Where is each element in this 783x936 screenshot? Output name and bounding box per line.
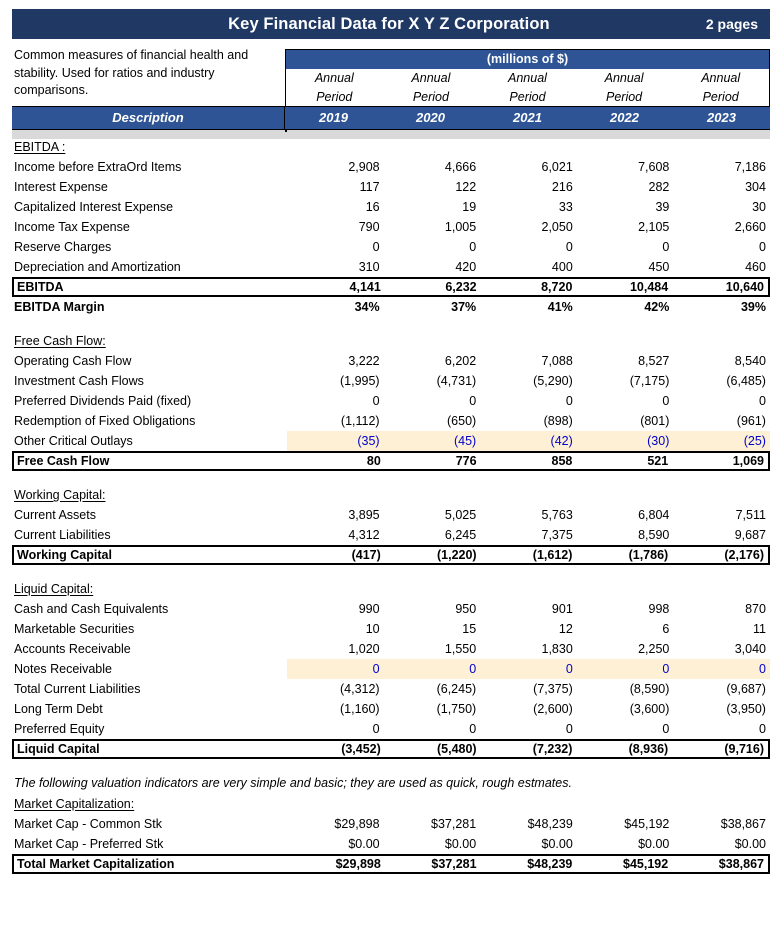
page-title: Key Financial Data for X Y Z Corporation — [228, 14, 550, 33]
row-values — [289, 279, 768, 295]
row-values — [287, 505, 770, 525]
cell-market-cap-preferred-stk-2020: $0.00 — [444, 837, 477, 851]
table-row — [12, 679, 770, 699]
cell-interest-expense-2020: 122 — [455, 180, 477, 194]
row-label-total-market-capitalization: Total Market Capitalization — [17, 857, 175, 871]
cell-redemption-of-fixed-obligations-2023: (961) — [736, 414, 766, 428]
cell-investment-cash-flows-2023: (6,485) — [726, 374, 766, 388]
cell-capitalized-interest-expense-2023: 30 — [752, 200, 766, 214]
row-values — [287, 599, 770, 619]
row-values — [289, 741, 768, 757]
table-row — [12, 277, 770, 297]
cell-market-cap-common-stk-2020: $37,281 — [431, 817, 477, 831]
cell-reserve-charges-2021: 0 — [565, 240, 573, 254]
cell-market-cap-common-stk-2021: $48,239 — [527, 817, 573, 831]
row-values — [287, 391, 770, 411]
cell-investment-cash-flows-2022: (7,175) — [629, 374, 670, 388]
table-row — [12, 371, 770, 391]
cell-total-current-liabilities-2021: (7,375) — [533, 682, 573, 696]
cell-preferred-dividends-paid-2022: 0 — [662, 394, 670, 408]
units-label: (millions of $) — [286, 50, 769, 69]
cell-ebitda-total-2023: 10,640 — [725, 280, 764, 294]
cell-market-cap-common-stk-2022: $45,192 — [624, 817, 670, 831]
table-row — [12, 834, 770, 854]
cell-market-cap-preferred-stk-2021: $0.00 — [541, 837, 573, 851]
cell-liquid-capital-total-2020: (5,480) — [436, 742, 477, 756]
cell-capitalized-interest-expense-2020: 19 — [462, 200, 477, 214]
row-values — [287, 834, 770, 854]
row-values — [287, 431, 770, 451]
cell-ebitda-total-2020: 6,232 — [445, 280, 477, 294]
title-bar — [12, 9, 770, 39]
table-row — [12, 525, 770, 545]
cell-income-tax-expense-2022: 2,105 — [638, 220, 670, 234]
cell-reserve-charges-2019: 0 — [372, 240, 380, 254]
column-header-year-2021: 2021 — [513, 110, 542, 125]
cell-income-before-extraord-items-2022: 7,608 — [638, 160, 670, 174]
cell-ebitda-total-2021: 8,720 — [541, 280, 573, 294]
cell-ebitda-total-2019: 4,141 — [349, 280, 381, 294]
cell-total-current-liabilities-2019: (4,312) — [339, 682, 380, 696]
row-values — [287, 351, 770, 371]
row-label-market-cap-preferred-stk: Market Cap - Preferred Stk — [14, 837, 164, 851]
page-count-label: 2 pages — [705, 16, 758, 32]
row-label-interest-expense: Interest Expense — [14, 180, 108, 194]
period-line2: Period — [316, 90, 353, 104]
cell-income-before-extraord-items-2019: 2,908 — [348, 160, 380, 174]
row-label-ebitda-total: EBITDA — [17, 280, 64, 294]
row-values — [287, 525, 770, 545]
section-heading-free-cash-flow — [12, 331, 770, 351]
cell-income-before-extraord-items-2020: 4,666 — [444, 160, 477, 174]
cell-accounts-receivable-2022: 2,250 — [638, 642, 670, 656]
section-heading-label: Working Capital: — [14, 488, 106, 502]
cell-liquid-capital-total-2022: (8,936) — [628, 742, 669, 756]
cell-income-tax-expense-2020: 1,005 — [444, 220, 477, 234]
cell-marketable-securities-2020: 15 — [462, 622, 477, 636]
period-line1: Annual — [411, 71, 451, 85]
cell-market-cap-common-stk-2019: $29,898 — [334, 817, 380, 831]
header-blurb: Common measures of financial health and stability. Used for ratios and industry comparisons. — [14, 48, 249, 97]
row-values — [287, 411, 770, 431]
column-header-year-2023: 2023 — [707, 110, 736, 125]
period-label-2019 — [286, 69, 383, 107]
period-line1: Annual — [604, 71, 644, 85]
cell-current-assets-2022: 6,804 — [638, 508, 670, 522]
table-row — [12, 639, 770, 659]
cell-market-cap-preferred-stk-2019: $0.00 — [348, 837, 380, 851]
cell-redemption-of-fixed-obligations-2021: (898) — [543, 414, 573, 428]
cell-other-critical-outlays-2022[interactable]: (30) — [647, 434, 670, 448]
cell-depreciation-and-amortization-2023: 460 — [745, 260, 766, 274]
cell-accounts-receivable-2020: 1,550 — [444, 642, 477, 656]
row-label-liquid-capital-total: Liquid Capital — [17, 742, 100, 756]
row-label-total-current-liabilities: Total Current Liabilities — [14, 682, 141, 696]
cell-long-term-debt-2019: (1,160) — [339, 702, 380, 716]
cell-investment-cash-flows-2020: (4,731) — [436, 374, 477, 388]
row-label-other-critical-outlays: Other Critical Outlays — [14, 434, 133, 448]
cell-reserve-charges-2020: 0 — [469, 240, 477, 254]
table-row — [12, 177, 770, 197]
row-values — [289, 856, 768, 872]
cell-income-tax-expense-2021: 2,050 — [541, 220, 573, 234]
table-row — [12, 391, 770, 411]
cell-ebitda-margin-2021: 41% — [547, 300, 573, 314]
cell-depreciation-and-amortization-2020: 420 — [455, 260, 477, 274]
cell-preferred-equity-2022: 0 — [662, 722, 670, 736]
section-heading-liquid-capital — [12, 579, 770, 599]
cell-ebitda-margin-2022: 42% — [644, 300, 670, 314]
table-row — [12, 599, 770, 619]
row-values — [287, 814, 770, 834]
row-label-notes-receivable: Notes Receivable — [14, 662, 112, 676]
cell-working-capital-total-2023: (2,176) — [724, 548, 764, 562]
cell-free-cash-flow-total-2020: 776 — [455, 454, 477, 468]
cell-notes-receivable-2023[interactable]: 0 — [759, 662, 766, 676]
row-label-current-liabilities: Current Liabilities — [14, 528, 111, 542]
table-row — [12, 739, 770, 759]
cell-ebitda-margin-2023: 39% — [740, 300, 766, 314]
table-row — [12, 814, 770, 834]
row-label-working-capital-total: Working Capital — [17, 548, 112, 562]
cell-depreciation-and-amortization-2022: 450 — [648, 260, 670, 274]
column-header-row — [12, 106, 770, 130]
cell-preferred-dividends-paid-2021: 0 — [565, 394, 573, 408]
table-row — [12, 411, 770, 431]
section-heading-label: Liquid Capital: — [14, 582, 94, 596]
cell-total-market-capitalization-2022: $45,192 — [623, 857, 669, 871]
cell-operating-cash-flow-2020: 6,202 — [444, 354, 477, 368]
cell-cash-and-cash-equivalents-2023: 870 — [745, 602, 766, 616]
cell-long-term-debt-2020: (1,750) — [436, 702, 477, 716]
cell-income-before-extraord-items-2021: 6,021 — [541, 160, 573, 174]
row-values — [287, 639, 770, 659]
cell-ebitda-margin-2019: 34% — [354, 300, 380, 314]
table-row — [12, 157, 770, 177]
cell-current-liabilities-2023: 9,687 — [734, 528, 766, 542]
cell-preferred-equity-2021: 0 — [565, 722, 573, 736]
table-row — [12, 197, 770, 217]
period-header-table — [285, 49, 770, 108]
cell-interest-expense-2023: 304 — [745, 180, 766, 194]
cell-capitalized-interest-expense-2021: 33 — [558, 200, 573, 214]
row-label-long-term-debt: Long Term Debt — [14, 702, 103, 716]
cell-market-cap-preferred-stk-2022: $0.00 — [638, 837, 670, 851]
row-values — [289, 453, 768, 469]
row-values — [287, 371, 770, 391]
row-label-income-tax-expense: Income Tax Expense — [14, 220, 130, 234]
cell-current-assets-2019: 3,895 — [348, 508, 380, 522]
cell-working-capital-total-2021: (1,612) — [532, 548, 573, 562]
table-row — [12, 545, 770, 565]
spacer-row — [12, 565, 770, 579]
financial-worksheet — [12, 0, 770, 874]
cell-interest-expense-2019: 117 — [359, 180, 380, 194]
table-row — [12, 431, 770, 451]
row-values — [287, 217, 770, 237]
cell-long-term-debt-2022: (3,600) — [629, 702, 670, 716]
cell-redemption-of-fixed-obligations-2019: (1,112) — [340, 414, 380, 428]
cell-marketable-securities-2019: 10 — [365, 622, 380, 636]
cell-notes-receivable-2022[interactable]: 0 — [662, 662, 670, 676]
cell-current-liabilities-2021: 7,375 — [541, 528, 573, 542]
cell-other-critical-outlays-2019[interactable]: (35) — [357, 434, 380, 448]
cell-total-market-capitalization-2020: $37,281 — [431, 857, 477, 871]
cell-market-cap-common-stk-2023: $38,867 — [720, 817, 766, 831]
table-row — [12, 699, 770, 719]
cell-total-market-capitalization-2023: $38,867 — [718, 857, 764, 871]
cell-accounts-receivable-2023: 3,040 — [734, 642, 766, 656]
section-heading-label: EBITDA : — [14, 140, 66, 154]
cell-total-current-liabilities-2022: (8,590) — [629, 682, 670, 696]
cell-total-current-liabilities-2020: (6,245) — [436, 682, 477, 696]
table-row — [12, 451, 770, 471]
cell-preferred-equity-2020: 0 — [469, 722, 477, 736]
cell-interest-expense-2022: 282 — [648, 180, 670, 194]
section-heading-ebitda — [12, 137, 770, 157]
cell-cash-and-cash-equivalents-2019: 990 — [358, 602, 380, 616]
row-values — [287, 619, 770, 639]
row-label-ebitda-margin: EBITDA Margin — [14, 300, 105, 314]
cell-capitalized-interest-expense-2022: 39 — [655, 200, 670, 214]
cell-preferred-equity-2023: 0 — [759, 722, 766, 736]
cell-preferred-dividends-paid-2019: 0 — [372, 394, 380, 408]
table-row — [12, 351, 770, 371]
period-line2: Period — [509, 90, 546, 104]
cell-notes-receivable-2021[interactable]: 0 — [565, 662, 573, 676]
section-heading-label: Market Capitalization: — [14, 797, 135, 811]
cell-accounts-receivable-2021: 1,830 — [541, 642, 573, 656]
row-label-redemption-of-fixed-obligations: Redemption of Fixed Obligations — [14, 414, 196, 428]
period-label-2020 — [383, 69, 480, 107]
cell-marketable-securities-2023: 11 — [752, 622, 766, 636]
cell-redemption-of-fixed-obligations-2020: (650) — [447, 414, 477, 428]
cell-liquid-capital-total-2019: (3,452) — [341, 742, 381, 756]
row-values — [287, 237, 770, 257]
row-values — [287, 197, 770, 217]
cell-liquid-capital-total-2021: (7,232) — [532, 742, 573, 756]
table-row — [12, 854, 770, 874]
table-row — [12, 257, 770, 277]
row-label-market-cap-common-stk: Market Cap - Common Stk — [14, 817, 162, 831]
spacer-row — [12, 759, 770, 773]
row-label-reserve-charges: Reserve Charges — [14, 240, 112, 254]
section-heading-market-capitalization — [12, 794, 770, 814]
cell-free-cash-flow-total-2021: 858 — [551, 454, 573, 468]
cell-capitalized-interest-expense-2019: 16 — [365, 200, 380, 214]
row-values — [287, 699, 770, 719]
row-label-depreciation-and-amortization: Depreciation and Amortization — [14, 260, 181, 274]
row-label-operating-cash-flow: Operating Cash Flow — [14, 354, 132, 368]
cell-cash-and-cash-equivalents-2022: 998 — [648, 602, 670, 616]
table-row — [12, 217, 770, 237]
cell-total-current-liabilities-2023: (9,687) — [726, 682, 766, 696]
cell-other-critical-outlays-2023[interactable]: (25) — [743, 434, 766, 448]
cell-current-assets-2023: 7,511 — [735, 508, 766, 522]
cell-ebitda-total-2022: 10,484 — [629, 280, 669, 294]
cell-other-critical-outlays-2020[interactable]: (45) — [453, 434, 477, 448]
cell-preferred-dividends-paid-2023: 0 — [759, 394, 766, 408]
table-header — [12, 47, 770, 133]
cell-investment-cash-flows-2021: (5,290) — [533, 374, 573, 388]
cell-reserve-charges-2023: 0 — [759, 240, 766, 254]
period-label-2021 — [479, 69, 576, 107]
cell-free-cash-flow-total-2023: 1,069 — [732, 454, 764, 468]
row-label-preferred-dividends-paid: Preferred Dividends Paid (fixed) — [14, 394, 192, 408]
cell-depreciation-and-amortization-2019: 310 — [358, 260, 380, 274]
cell-accounts-receivable-2019: 1,020 — [348, 642, 380, 656]
cell-preferred-dividends-paid-2020: 0 — [469, 394, 477, 408]
cell-long-term-debt-2023: (3,950) — [726, 702, 766, 716]
cell-free-cash-flow-total-2022: 521 — [647, 454, 669, 468]
cell-total-market-capitalization-2019: $29,898 — [335, 857, 381, 871]
cell-working-capital-total-2022: (1,786) — [628, 548, 669, 562]
row-values — [287, 177, 770, 197]
table-row — [12, 297, 770, 317]
cell-investment-cash-flows-2019: (1,995) — [339, 374, 380, 388]
column-header-description: Description — [12, 107, 285, 129]
row-label-free-cash-flow-total: Free Cash Flow — [17, 454, 110, 468]
table-row — [12, 505, 770, 525]
cell-total-market-capitalization-2021: $48,239 — [527, 857, 573, 871]
valuation-note: The following valuation indicators are very simple and basic; they are used as quick, rough estmates. — [14, 776, 572, 790]
table-row — [12, 237, 770, 257]
row-values — [287, 157, 770, 177]
cell-current-liabilities-2019: 4,312 — [348, 528, 380, 542]
cell-marketable-securities-2021: 12 — [558, 622, 573, 636]
row-label-income-before-extraord-items: Income before ExtraOrd Items — [14, 160, 182, 174]
cell-operating-cash-flow-2023: 8,540 — [734, 354, 766, 368]
cell-current-liabilities-2022: 8,590 — [638, 528, 670, 542]
period-label-2022 — [576, 69, 673, 107]
row-values — [289, 547, 768, 563]
cell-cash-and-cash-equivalents-2020: 950 — [455, 602, 477, 616]
row-values — [287, 297, 770, 317]
spacer-row — [12, 471, 770, 485]
section-heading-label: Free Cash Flow: — [14, 334, 106, 348]
cell-preferred-equity-2019: 0 — [372, 722, 380, 736]
row-label-current-assets: Current Assets — [14, 508, 96, 522]
period-line2: Period — [412, 90, 449, 104]
row-label-investment-cash-flows: Investment Cash Flows — [14, 374, 144, 388]
cell-long-term-debt-2021: (2,600) — [533, 702, 573, 716]
row-label-accounts-receivable: Accounts Receivable — [14, 642, 131, 656]
cell-income-tax-expense-2019: 790 — [358, 220, 380, 234]
period-line2: Period — [702, 90, 739, 104]
column-header-year-2019: 2019 — [319, 110, 348, 125]
cell-ebitda-margin-2020: 37% — [451, 300, 477, 314]
column-header-year-2020: 2020 — [416, 110, 445, 125]
row-values — [287, 257, 770, 277]
cell-free-cash-flow-total-2019: 80 — [366, 454, 381, 468]
column-header-years — [285, 107, 770, 129]
period-line1: Annual — [701, 71, 741, 85]
period-label-2023 — [672, 69, 769, 107]
table-row — [12, 719, 770, 739]
cell-operating-cash-flow-2019: 3,222 — [348, 354, 380, 368]
row-values — [287, 679, 770, 699]
cell-depreciation-and-amortization-2021: 400 — [551, 260, 573, 274]
cell-other-critical-outlays-2021[interactable]: (42) — [550, 434, 573, 448]
table-row — [12, 619, 770, 639]
section-heading-working-capital — [12, 485, 770, 505]
row-label-cash-and-cash-equivalents: Cash and Cash Equivalents — [14, 602, 169, 616]
cell-current-assets-2021: 5,763 — [541, 508, 573, 522]
table-row — [12, 659, 770, 679]
spacer-row — [12, 317, 770, 331]
row-values — [287, 659, 770, 679]
cell-current-assets-2020: 5,025 — [444, 508, 477, 522]
cell-reserve-charges-2022: 0 — [662, 240, 670, 254]
cell-working-capital-total-2020: (1,220) — [436, 548, 477, 562]
row-label-capitalized-interest-expense: Capitalized Interest Expense — [14, 200, 174, 214]
row-label-preferred-equity: Preferred Equity — [14, 722, 105, 736]
period-line2: Period — [606, 90, 643, 104]
cell-notes-receivable-2020[interactable]: 0 — [469, 662, 477, 676]
cell-current-liabilities-2020: 6,245 — [444, 528, 477, 542]
cell-redemption-of-fixed-obligations-2022: (801) — [640, 414, 670, 428]
cell-marketable-securities-2022: 6 — [662, 622, 670, 636]
cell-cash-and-cash-equivalents-2021: 901 — [551, 602, 573, 616]
row-values — [287, 719, 770, 739]
divider-tick — [285, 129, 287, 132]
cell-operating-cash-flow-2022: 8,527 — [638, 354, 670, 368]
column-header-year-2022: 2022 — [610, 110, 639, 125]
table-body — [12, 137, 770, 874]
cell-liquid-capital-total-2023: (9,716) — [724, 742, 764, 756]
cell-market-cap-preferred-stk-2023: $0.00 — [734, 837, 766, 851]
cell-operating-cash-flow-2021: 7,088 — [541, 354, 573, 368]
cell-income-before-extraord-items-2023: 7,186 — [734, 160, 766, 174]
period-line1: Annual — [314, 71, 354, 85]
cell-notes-receivable-2019[interactable]: 0 — [372, 662, 380, 676]
row-label-marketable-securities: Marketable Securities — [14, 622, 135, 636]
period-labels-row — [286, 69, 769, 107]
cell-interest-expense-2021: 216 — [551, 180, 573, 194]
cell-working-capital-total-2019: (417) — [351, 548, 381, 562]
period-line1: Annual — [508, 71, 547, 85]
cell-income-tax-expense-2023: 2,660 — [734, 220, 766, 234]
